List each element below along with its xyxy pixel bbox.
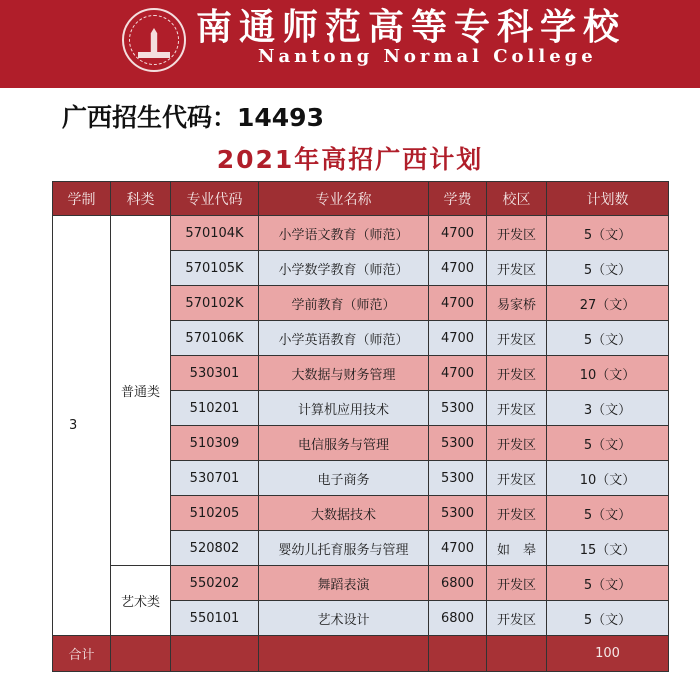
tuition-fee: 5300 [429, 496, 487, 531]
empty-cell [171, 636, 259, 672]
total-row [53, 636, 669, 672]
program-name: 婴幼儿托育服务与管理 [259, 531, 429, 566]
category-cell-art: 艺术类 [111, 566, 171, 636]
campus: 易家桥 [487, 286, 547, 321]
column-header: 计划数 [547, 182, 669, 216]
program-name: 学前教育（师范） [259, 286, 429, 321]
tuition-fee: 4700 [429, 216, 487, 251]
campus: 开发区 [487, 566, 547, 601]
plan-count: 3（文） [547, 391, 669, 426]
tuition-fee: 4700 [429, 251, 487, 286]
program-code: 530301 [171, 356, 259, 391]
campus: 开发区 [487, 461, 547, 496]
table-header-row [53, 182, 669, 216]
college-name-cn: 南通师范高等专科学校 [196, 6, 627, 48]
program-name: 计算机应用技术 [259, 391, 429, 426]
tuition-fee: 4700 [429, 531, 487, 566]
program-name: 大数据与财务管理 [259, 356, 429, 391]
plan-count: 5（文） [547, 216, 669, 251]
column-header: 学制 [53, 182, 111, 216]
program-code: 570105K [171, 251, 259, 286]
table-title: 2021年高招广西计划 [216, 145, 484, 174]
category-cell-general: 普通类 [111, 216, 171, 566]
campus: 开发区 [487, 496, 547, 531]
campus: 开发区 [487, 356, 547, 391]
program-code: 510205 [171, 496, 259, 531]
plan-count: 10（文） [547, 461, 669, 496]
plan-count: 5（文） [547, 426, 669, 461]
enrollment-code: 广西招生代码：14493 [62, 103, 324, 132]
program-name: 小学英语教育（师范） [259, 321, 429, 356]
tuition-fee: 5300 [429, 461, 487, 496]
plan-count: 10（文） [547, 356, 669, 391]
campus: 开发区 [487, 216, 547, 251]
program-code: 550101 [171, 601, 259, 636]
tuition-fee: 6800 [429, 566, 487, 601]
program-code: 550202 [171, 566, 259, 601]
total-label: 合计 [53, 636, 111, 672]
campus: 开发区 [487, 426, 547, 461]
plan-count: 5（文） [547, 496, 669, 531]
program-name: 小学语文教育（师范） [259, 216, 429, 251]
tuition-fee: 5300 [429, 426, 487, 461]
header-banner [0, 0, 700, 88]
program-code: 510309 [171, 426, 259, 461]
campus: 开发区 [487, 391, 547, 426]
plan-count: 5（文） [547, 321, 669, 356]
plan-count: 5（文） [547, 566, 669, 601]
plan-count: 15（文） [547, 531, 669, 566]
campus: 开发区 [487, 251, 547, 286]
program-name: 大数据技术 [259, 496, 429, 531]
column-header: 专业名称 [259, 182, 429, 216]
empty-cell [259, 636, 429, 672]
empty-cell [429, 636, 487, 672]
tuition-fee: 6800 [429, 601, 487, 636]
program-name: 舞蹈表演 [259, 566, 429, 601]
program-code: 570102K [171, 286, 259, 321]
program-code: 570106K [171, 321, 259, 356]
table-row [53, 216, 669, 251]
tuition-fee: 5300 [429, 391, 487, 426]
tuition-fee: 4700 [429, 356, 487, 391]
plan-count: 5（文） [547, 601, 669, 636]
column-header: 学费 [429, 182, 487, 216]
seal-base [138, 52, 170, 58]
program-name: 艺术设计 [259, 601, 429, 636]
empty-cell [487, 636, 547, 672]
tuition-fee: 4700 [429, 286, 487, 321]
duration-cell: 3 [53, 216, 111, 636]
column-header: 科类 [111, 182, 171, 216]
enrollment-plan-table [52, 181, 669, 672]
plan-count: 5（文） [547, 251, 669, 286]
column-header: 专业代码 [171, 182, 259, 216]
tuition-fee: 4700 [429, 321, 487, 356]
program-code: 510201 [171, 391, 259, 426]
plan-count: 27（文） [547, 286, 669, 321]
college-seal-logo [122, 8, 186, 72]
campus: 开发区 [487, 601, 547, 636]
program-name: 电信服务与管理 [259, 426, 429, 461]
college-name-en: Nantong Normal College [258, 46, 597, 67]
empty-cell [111, 636, 171, 672]
program-name: 小学数学教育（师范） [259, 251, 429, 286]
campus: 开发区 [487, 321, 547, 356]
table-row [53, 566, 669, 601]
campus: 如 皋 [487, 531, 547, 566]
program-name: 电子商务 [259, 461, 429, 496]
program-code: 530701 [171, 461, 259, 496]
program-code: 570104K [171, 216, 259, 251]
total-value: 100 [547, 636, 669, 672]
program-code: 520802 [171, 531, 259, 566]
column-header: 校区 [487, 182, 547, 216]
